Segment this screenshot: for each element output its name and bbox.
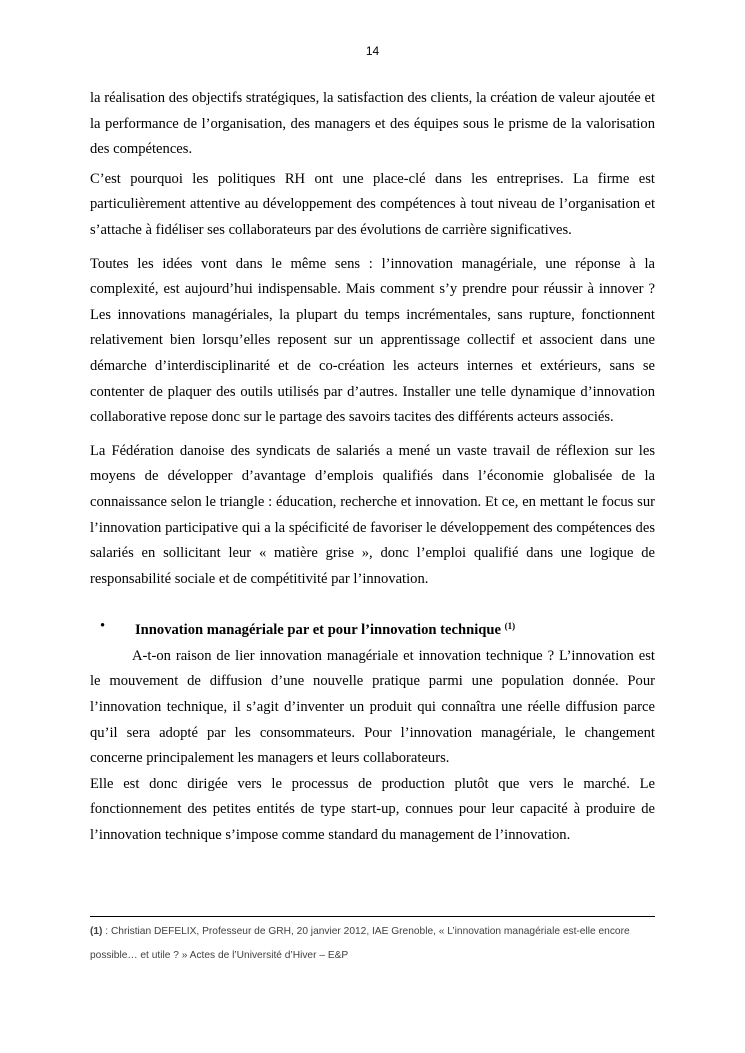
footnote-marker: (1) (504, 621, 516, 632)
footnote-text: : Christian DEFELIX, Professeur de GRH, 20 janvier 2012, IAE Grenoble, « L’innovation managériale est-elle encore possible… et utile ? » Actes de l’Université d’Hiver – E&P (90, 926, 630, 961)
footnote-divider (90, 916, 655, 917)
paragraph-objectives: la réalisation des objectifs stratégiques, la satisfaction des clients, la création de valeur ajoutée et la performance de l’organisation, des managers et des équipes sous le prisme de la valorisation des compétences. (90, 90, 655, 158)
bullet-icon: • (100, 618, 106, 635)
paragraph-managerial-innovation: Toutes les idées vont dans le même sens : l’innovation managériale, une réponse à la complexité, est aujourd’hui indispensable. Mais comment s’y prendre pour réussir à innover ? Les innovations managériales, la plupart du temps incrémentales, sans rupture, fonctionnent relativement bien lorsqu’elles reposent sur un apprentissage collectif et associent dans une démarche d’interdisciplinarité et de co-création les acteurs internes et extérieurs, sans se contenter de plaquer des outils utilisés par d’autres. Installer une telle dynamique d’innovation collaborative repose donc sur le partage des savoirs tacites des différents acteurs associés. (90, 255, 655, 426)
paragraph-innovation-link: A-t-on raison de lier innovation managériale et innovation technique ? L’innovation est le mouvement de diffusion d’une nouvelle pratique parmi une population donnée. Pour l’innovation technique, il s’agit d’inventer un produit qui connaîtra une réelle diffusion parce qu’il sera adopté par les consommateurs. Pour l’innovation managériale, le changement concerne principalement les managers et leurs collaborateurs. (90, 647, 655, 767)
document-body (90, 86, 655, 853)
page-number: 14 (365, 44, 380, 58)
paragraph-hr-policies: C’est pourquoi les politiques RH ont une place-clé dans les entreprises. La firme est particulièrement attentive au développement des compétences à tout niveau de l’organisation et s’attache à fidéliser ses collaborateurs par des évolutions de carrière significatives. (90, 170, 655, 238)
section-heading (90, 614, 655, 644)
section-heading-text: Innovation managériale par et pour l’innovation technique (135, 622, 501, 639)
footnote (90, 920, 655, 968)
paragraph-danish-federation: La Fédération danoise des syndicats de salariés a mené un vaste travail de réflexion sur les moyens de développer d’avantage d’emplois qualifiés dans l’économie globalisée de la connaissance selon le triangle : éducation, recherche et innovation. Et ce, en mettant le focus sur l’innovation participative qui a la spécificité de favoriser le développement des compétences des salariés en sollicitant leur « matière grise », donc l’emploi qualifié dans une logique de responsabilité sociale et de compétitivité par l’innovation. (90, 442, 655, 587)
paragraph-production-process: Elle est donc dirigée vers le processus de production plutôt que vers le marché. Le fonctionnement des petites entités de type start-up, connues pour leur capacité à produire de l’innovation technique s’impose comme standard du management de l’innovation. (90, 775, 655, 844)
footnote-ref: (1) (90, 926, 103, 937)
